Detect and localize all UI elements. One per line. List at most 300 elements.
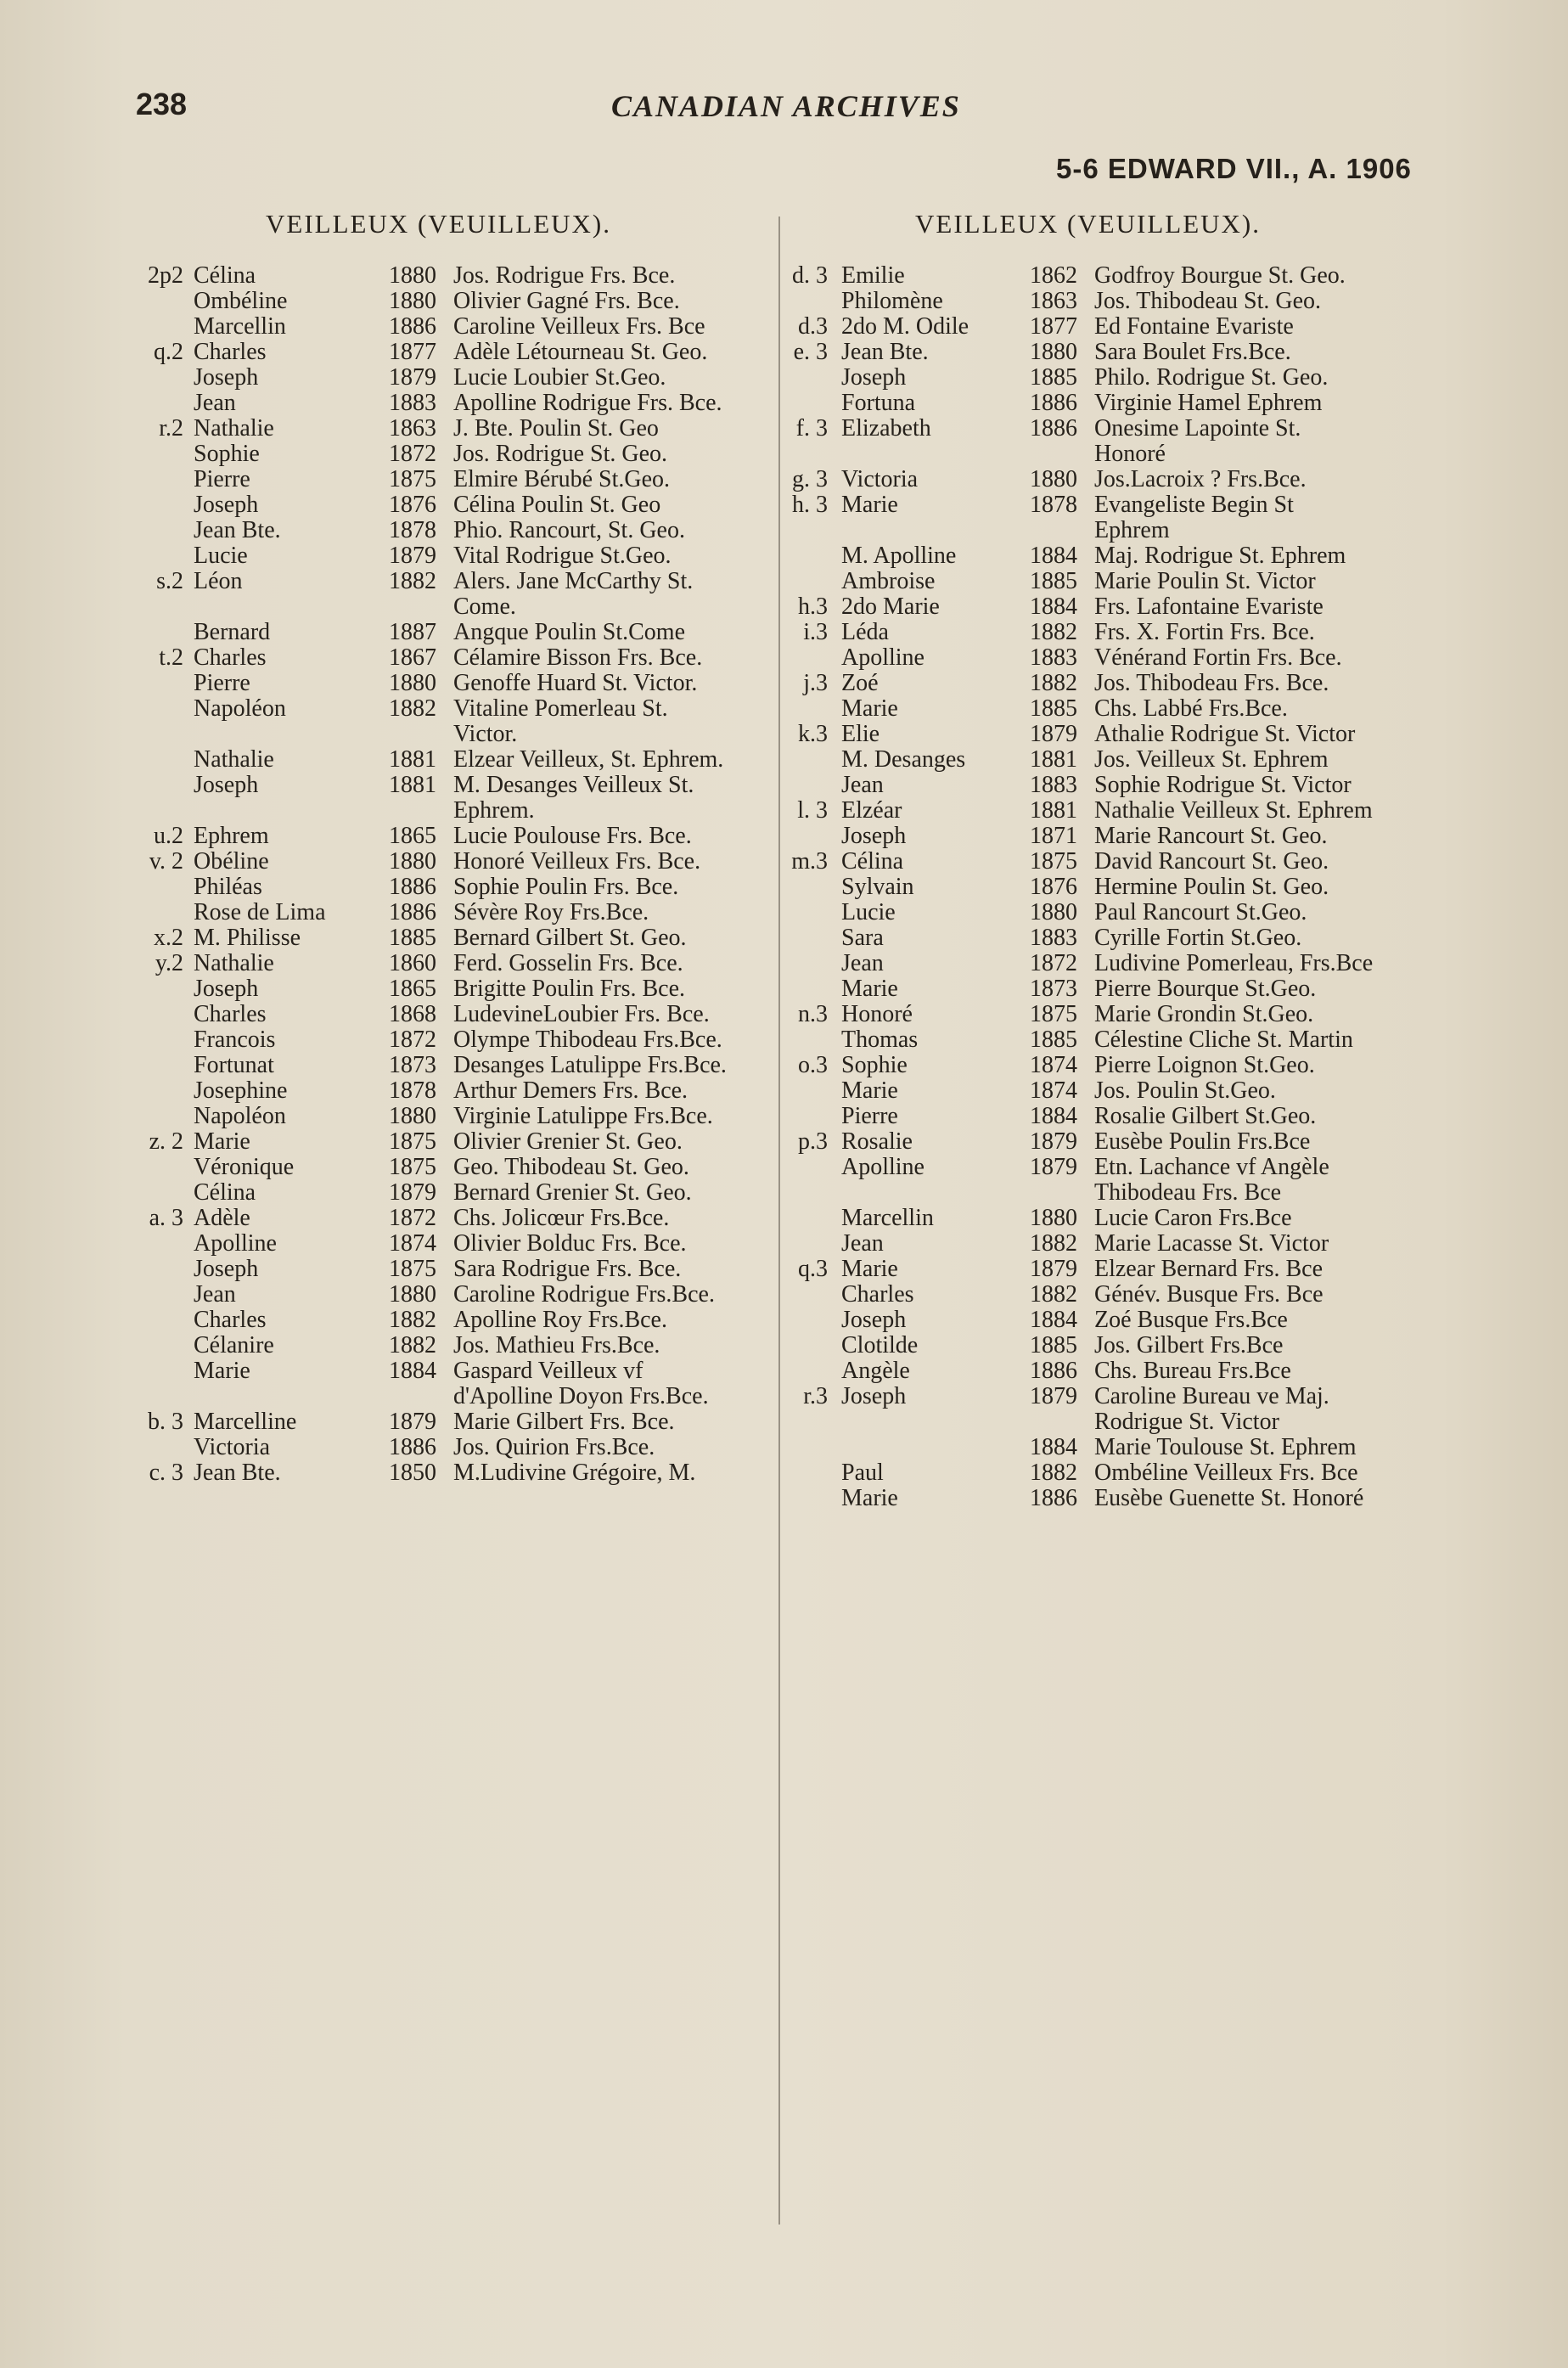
entry-row: [785, 849, 1380, 875]
entry-year: 1886: [1030, 1358, 1077, 1384]
entry-spouse: Marie Gilbert Frs. Bce.: [453, 1409, 675, 1435]
entry-tag: d. 3: [792, 262, 828, 289]
entry-tag: [119, 1231, 187, 1257]
entry-spouse: Alers. Jane McCarthy St. Come.: [453, 568, 694, 620]
entry-year: 1875: [1030, 1001, 1077, 1027]
entry-spouse: Lucie Caron Frs.Bce: [1094, 1205, 1292, 1231]
entry-row: [785, 340, 1380, 365]
entry-tag: [785, 773, 831, 798]
entry-tag: [785, 951, 831, 976]
entry-name: Célina: [841, 848, 904, 875]
entry-name: M. Apolline: [841, 543, 957, 569]
entry-year: 1886: [389, 874, 436, 900]
entry-spouse: Vitaline Pomerleau St. Victor.: [453, 695, 668, 747]
entry-name: Angèle: [841, 1358, 910, 1384]
entry-name: Nathalie: [194, 746, 274, 773]
entry-year: 1879: [389, 1409, 436, 1435]
entry-tag: [119, 365, 187, 391]
entry-spouse: Evangeliste Begin St Ephrem: [1094, 492, 1294, 543]
entry-spouse: Maj. Rodrigue St. Ephrem: [1094, 543, 1346, 569]
entry-name: Sophie: [841, 1052, 908, 1078]
entry-name: Napoléon: [194, 1103, 286, 1129]
entry-row: [119, 391, 734, 416]
entry-row: [785, 1002, 1380, 1027]
entry-year: 1885: [389, 925, 436, 951]
entry-spouse: Sophie Rodrigue St. Victor: [1094, 772, 1352, 798]
entry-name: Célanire: [194, 1332, 274, 1358]
entry-row: [785, 467, 1380, 492]
entry-tag: [119, 1078, 187, 1104]
entry-name: Elie: [841, 721, 880, 747]
entry-year: 1882: [389, 568, 436, 594]
entry-year: 1860: [389, 950, 436, 976]
entry-spouse: Lucie Poulouse Frs. Bce.: [453, 823, 692, 849]
entry-tag: [785, 900, 831, 925]
entry-row: [119, 1206, 734, 1231]
entry-year: 1880: [389, 1281, 436, 1308]
entry-tag: s.2: [156, 568, 183, 594]
entry-tag: f. 3: [795, 415, 828, 442]
entry-name: Léon: [194, 568, 243, 594]
entry-name: Célina: [194, 262, 256, 289]
entry-spouse: Brigitte Poulin Frs. Bce.: [453, 976, 685, 1002]
entry-row: [119, 1027, 734, 1053]
entry-name: Fortunat: [194, 1052, 274, 1078]
entry-tag: r.3: [803, 1383, 828, 1409]
entry-year: 1865: [389, 976, 436, 1002]
entry-name: Marie: [194, 1358, 250, 1384]
entry-spouse: Sara Boulet Frs.Bce.: [1094, 339, 1291, 365]
entry-row: [119, 1104, 734, 1129]
entry-year: 1882: [1030, 1281, 1077, 1308]
entry-spouse: Ludivine Pomerleau, Frs.Bce: [1094, 950, 1374, 976]
entry-year: 1850: [389, 1460, 436, 1486]
entry-year: 1887: [389, 619, 436, 645]
entry-year: 1877: [1030, 313, 1077, 340]
entry-name: Charles: [841, 1281, 914, 1308]
entry-row: [785, 875, 1380, 900]
entry-year: 1880: [389, 1103, 436, 1129]
entry-name: Nathalie: [194, 950, 274, 976]
entry-year: 1886: [1030, 415, 1077, 442]
entry-year: 1879: [389, 1179, 436, 1206]
entry-row: [119, 671, 734, 696]
entry-row: [119, 900, 734, 925]
entry-spouse: Honoré Veilleux Frs. Bce.: [453, 848, 701, 875]
entry-row: [119, 773, 734, 824]
right-column-entries: [785, 263, 1380, 1511]
entry-name: Charles: [194, 1307, 267, 1333]
entry-spouse: Jos. Thibodeau St. Geo.: [1094, 288, 1322, 314]
entry-spouse: Olivier Gagné Frs. Bce.: [453, 288, 680, 314]
entry-spouse: Virginie Hamel Ephrem: [1094, 390, 1323, 416]
entry-name: Apolline: [194, 1230, 277, 1257]
entry-spouse: Sara Rodrigue Frs. Bce.: [453, 1256, 682, 1282]
entry-name: Elzéar: [841, 797, 902, 824]
entry-spouse: Caroline Veilleux Frs. Bce: [453, 313, 705, 340]
entry-spouse: Jos. Quirion Frs.Bce.: [453, 1434, 655, 1460]
entry-tag: [119, 900, 187, 925]
entry-row: [119, 263, 734, 289]
entry-spouse: Chs. Jolicœur Frs.Bce.: [453, 1205, 670, 1231]
entry-year: 1886: [1030, 390, 1077, 416]
entry-row: [119, 314, 734, 340]
entry-tag: [785, 1308, 831, 1333]
entry-name: Joseph: [841, 1307, 907, 1333]
entry-year: 1886: [389, 899, 436, 925]
entry-name: Marie: [841, 695, 898, 722]
entry-tag: [119, 1308, 187, 1333]
entry-spouse: Chs. Bureau Frs.Bce: [1094, 1358, 1291, 1384]
entry-spouse: Lucie Loubier St.Geo.: [453, 364, 666, 391]
entry-spouse: M. Desanges Veilleux St. Ephrem.: [453, 772, 694, 824]
entry-name: Ambroise: [841, 568, 936, 594]
entry-row: [785, 773, 1380, 798]
entry-spouse: Cyrille Fortin St.Geo.: [1094, 925, 1302, 951]
entry-name: Victoria: [841, 466, 919, 492]
entry-row: [119, 1358, 734, 1409]
entry-year: 1884: [1030, 1307, 1077, 1333]
entry-year: 1881: [389, 746, 436, 773]
left-column-title: VEILLEUX (VEUILLEUX).: [266, 209, 611, 239]
entry-year: 1882: [1030, 619, 1077, 645]
entry-row: [119, 925, 734, 951]
entry-tag: [119, 442, 187, 467]
entry-year: 1883: [1030, 644, 1077, 671]
entry-row: [119, 442, 734, 467]
entry-year: 1884: [1030, 1103, 1077, 1129]
entry-tag: m.3: [791, 848, 828, 875]
entry-row: [785, 747, 1380, 773]
entry-spouse: Ombéline Veilleux Frs. Bce: [1094, 1460, 1358, 1486]
entry-row: [785, 314, 1380, 340]
entry-name: Zoé: [841, 670, 879, 696]
entry-tag: e. 3: [793, 339, 828, 365]
entry-year: 1875: [389, 1128, 436, 1155]
entry-tag: [119, 1180, 187, 1206]
entry-tag: [785, 1155, 831, 1206]
entry-name: Véronique: [194, 1154, 295, 1180]
entry-tag: [785, 645, 831, 671]
entry-spouse: Zoé Busque Frs.Bce: [1094, 1307, 1288, 1333]
entry-year: 1875: [389, 466, 436, 492]
entry-name: Jean Bte.: [841, 339, 929, 365]
entry-tag: q.3: [798, 1256, 828, 1282]
entry-year: 1880: [389, 262, 436, 289]
entry-spouse: Olympe Thibodeau Frs.Bce.: [453, 1027, 722, 1053]
entry-name: Lucie: [194, 543, 248, 569]
entry-name: Apolline: [841, 644, 925, 671]
entry-row: [119, 1308, 734, 1333]
entry-tag: o.3: [798, 1052, 828, 1078]
entry-name: Emilie: [841, 262, 905, 289]
entry-row: [119, 416, 734, 442]
entry-tag: [785, 976, 831, 1002]
entry-row: [785, 263, 1380, 289]
entry-row: [119, 696, 734, 747]
entry-tag: b. 3: [148, 1409, 183, 1435]
entry-tag: [785, 365, 831, 391]
entry-tag: [785, 747, 831, 773]
entry-row: [785, 1435, 1380, 1460]
entry-spouse: David Rancourt St. Geo.: [1094, 848, 1329, 875]
entry-name: M. Desanges: [841, 746, 966, 773]
entry-year: 1882: [389, 695, 436, 722]
entry-year: 1878: [1030, 492, 1077, 518]
entry-year: 1876: [389, 492, 436, 518]
entry-row: [119, 1078, 734, 1104]
entry-row: [785, 1384, 1380, 1435]
entry-name: Joseph: [841, 823, 907, 849]
entry-year: 1882: [389, 1332, 436, 1358]
entry-year: 1880: [1030, 466, 1077, 492]
entry-spouse: Athalie Rodrigue St. Victor: [1094, 721, 1356, 747]
entry-row: [785, 569, 1380, 594]
entry-row: [785, 391, 1380, 416]
entry-spouse: Jos. Mathieu Frs.Bce.: [453, 1332, 660, 1358]
entry-tag: v. 2: [149, 848, 183, 875]
entry-row: [785, 1155, 1380, 1206]
entry-year: 1862: [1030, 262, 1077, 289]
entry-tag: [119, 696, 187, 747]
entry-name: Jean Bte.: [194, 1460, 281, 1486]
entry-row: [785, 1027, 1380, 1053]
entry-year: 1880: [1030, 339, 1077, 365]
entry-name: Jean Bte.: [194, 517, 281, 543]
entry-year: 1874: [389, 1230, 436, 1257]
entry-name: Victoria: [194, 1434, 271, 1460]
entry-name: Joseph: [841, 1383, 907, 1409]
entry-spouse: Philo. Rodrigue St. Geo.: [1094, 364, 1329, 391]
entry-row: [785, 1257, 1380, 1282]
entry-spouse: Jos. Veilleux St. Ephrem: [1094, 746, 1329, 773]
entry-row: [785, 1053, 1380, 1078]
entry-tag: [785, 543, 831, 569]
entry-year: 1886: [389, 1434, 436, 1460]
entry-name: M. Philisse: [194, 925, 301, 951]
entry-spouse: Elzear Veilleux, St. Ephrem.: [453, 746, 724, 773]
entry-row: [119, 492, 734, 518]
entry-tag: r.2: [159, 415, 183, 442]
entry-tag: [785, 1078, 831, 1104]
entry-year: 1879: [1030, 1128, 1077, 1155]
entry-spouse: Frs. Lafontaine Evariste: [1094, 593, 1324, 620]
entry-tag: t.2: [159, 644, 183, 671]
entry-row: [119, 1180, 734, 1206]
entry-spouse: Paul Rancourt St.Geo.: [1094, 899, 1307, 925]
entry-name: Rose de Lima: [194, 899, 326, 925]
entry-tag: [785, 1435, 831, 1460]
entry-row: [785, 1231, 1380, 1257]
entry-tag: y.2: [155, 950, 183, 976]
entry-name: Ephrem: [194, 823, 269, 849]
right-column-title: VEILLEUX (VEUILLEUX).: [915, 209, 1261, 239]
entry-row: [119, 1333, 734, 1358]
entry-row: [119, 620, 734, 645]
entry-row: [119, 1282, 734, 1308]
entry-name: Marcellin: [841, 1205, 934, 1231]
entry-row: [785, 696, 1380, 722]
entry-tag: [119, 1282, 187, 1308]
entry-row: [785, 289, 1380, 314]
entry-name: Napoléon: [194, 695, 286, 722]
entry-tag: [119, 620, 187, 645]
entry-name: Marcellin: [194, 313, 286, 340]
entry-row: [785, 1129, 1380, 1155]
entry-row: [785, 1308, 1380, 1333]
entry-year: 1884: [1030, 593, 1077, 620]
entry-year: 1868: [389, 1001, 436, 1027]
entry-year: 1880: [389, 848, 436, 875]
column-divider: [778, 217, 780, 2225]
entry-row: [119, 340, 734, 365]
entry-year: 1873: [1030, 976, 1077, 1002]
entry-name: Ombéline: [194, 288, 288, 314]
entry-year: 1863: [389, 415, 436, 442]
entry-year: 1872: [389, 1205, 436, 1231]
entry-row: [785, 1206, 1380, 1231]
entry-spouse: Geo. Thibodeau St. Geo.: [453, 1154, 689, 1180]
entry-tag: [119, 976, 187, 1002]
entry-name: 2do M. Odile: [841, 313, 969, 340]
entry-name: Elizabeth: [841, 415, 931, 442]
entry-name: Clotilde: [841, 1332, 919, 1358]
entry-spouse: M.Ludivine Grégoire, M.: [453, 1460, 696, 1486]
entry-year: 1883: [1030, 925, 1077, 951]
entry-row: [785, 951, 1380, 976]
entry-row: [785, 492, 1380, 543]
entry-year: 1884: [1030, 543, 1077, 569]
entry-name: Sylvain: [841, 874, 914, 900]
entry-tag: [119, 747, 187, 773]
entry-row: [785, 1486, 1380, 1511]
entry-name: Marie: [841, 1077, 898, 1104]
entry-row: [119, 849, 734, 875]
entry-name: Paul: [841, 1460, 884, 1486]
entry-year: 1877: [389, 339, 436, 365]
entry-year: 1876: [1030, 874, 1077, 900]
entry-spouse: Génév. Busque Frs. Bce: [1094, 1281, 1324, 1308]
entry-name: Sara: [841, 925, 884, 951]
entry-row: [119, 824, 734, 849]
entry-name: Jean: [841, 1230, 884, 1257]
entry-tag: [785, 1486, 831, 1511]
entry-year: 1880: [1030, 1205, 1077, 1231]
entry-tag: p.3: [798, 1128, 828, 1155]
entry-year: 1886: [389, 313, 436, 340]
entry-spouse: Caroline Rodrigue Frs.Bce.: [453, 1281, 715, 1308]
entry-spouse: Eusèbe Guenette St. Honoré: [1094, 1485, 1364, 1511]
entry-year: 1882: [1030, 670, 1077, 696]
entry-year: 1873: [389, 1052, 436, 1078]
entry-row: [119, 365, 734, 391]
entry-year: 1872: [1030, 950, 1077, 976]
entry-year: 1875: [389, 1256, 436, 1282]
entry-row: [785, 543, 1380, 569]
entry-spouse: Gaspard Veilleux vf d'Apolline Doyon Frs.Bce.: [453, 1358, 709, 1409]
entry-row: [119, 467, 734, 492]
entry-tag: [119, 1358, 187, 1409]
entry-tag: [119, 875, 187, 900]
entry-spouse: Onesime Lapointe St. Honoré: [1094, 415, 1301, 467]
entry-tag: 2p2: [148, 262, 183, 289]
entry-tag: q.2: [154, 339, 183, 365]
entry-tag: [119, 1333, 187, 1358]
entry-tag: [785, 1460, 831, 1486]
entry-row: [119, 1460, 734, 1486]
entry-year: 1880: [1030, 899, 1077, 925]
entry-tag: [119, 314, 187, 340]
entry-tag: g. 3: [792, 466, 828, 492]
entry-spouse: Célina Poulin St. Geo: [453, 492, 661, 518]
entry-year: 1878: [389, 517, 436, 543]
entry-spouse: Hermine Poulin St. Geo.: [1094, 874, 1329, 900]
entry-name: Rosalie: [841, 1128, 913, 1155]
entry-spouse: Marie Poulin St. Victor: [1094, 568, 1316, 594]
entry-tag: [119, 467, 187, 492]
entry-tag: [119, 1053, 187, 1078]
entry-spouse: Frs. X. Fortin Frs. Bce.: [1094, 619, 1315, 645]
entry-year: 1881: [1030, 746, 1077, 773]
entry-year: 1881: [1030, 797, 1077, 824]
entry-spouse: Pierre Loignon St.Geo.: [1094, 1052, 1315, 1078]
entry-year: 1875: [1030, 848, 1077, 875]
entry-row: [785, 645, 1380, 671]
entry-name: Bernard: [194, 619, 271, 645]
entry-spouse: Marie Grondin St.Geo.: [1094, 1001, 1314, 1027]
entry-spouse: Vital Rodrigue St.Geo.: [453, 543, 672, 569]
entry-name: Philomène: [841, 288, 943, 314]
entry-row: [785, 824, 1380, 849]
entry-tag: j.3: [803, 670, 828, 696]
entry-year: 1882: [1030, 1460, 1077, 1486]
entry-tag: [785, 289, 831, 314]
entry-tag: [119, 1002, 187, 1027]
entry-tag: c. 3: [149, 1460, 183, 1486]
entry-row: [785, 1078, 1380, 1104]
entry-spouse: Jos. Poulin St.Geo.: [1094, 1077, 1276, 1104]
entry-tag: z. 2: [149, 1128, 183, 1155]
entry-name: Joseph: [194, 364, 259, 391]
entry-tag: [119, 518, 187, 543]
entry-year: 1863: [1030, 288, 1077, 314]
entry-row: [785, 976, 1380, 1002]
entry-tag: k.3: [798, 721, 828, 747]
entry-spouse: Chs. Labbé Frs.Bce.: [1094, 695, 1288, 722]
entry-row: [119, 976, 734, 1002]
entry-spouse: Genoffe Huard St. Victor.: [453, 670, 698, 696]
entry-year: 1871: [1030, 823, 1077, 849]
entry-row: [785, 620, 1380, 645]
entry-row: [119, 1435, 734, 1460]
entry-year: 1879: [1030, 721, 1077, 747]
entry-spouse: Jos. Gilbert Frs.Bce: [1094, 1332, 1284, 1358]
entry-name: Joseph: [194, 492, 259, 518]
entry-row: [785, 1104, 1380, 1129]
entry-year: 1885: [1030, 364, 1077, 391]
entry-name: Marie: [841, 492, 898, 518]
entry-tag: l. 3: [797, 797, 828, 824]
edition-label: 5-6 EDWARD VII., A. 1906: [1056, 153, 1412, 184]
entry-row: [785, 900, 1380, 925]
entry-tag: u.2: [154, 823, 183, 849]
entry-name: Adèle: [194, 1205, 250, 1231]
entry-tag: [785, 391, 831, 416]
entry-spouse: Phio. Rancourt, St. Geo.: [453, 517, 685, 543]
entry-name: Pierre: [841, 1103, 898, 1129]
entry-spouse: Desanges Latulippe Frs.Bce.: [453, 1052, 727, 1078]
entry-name: Marie: [841, 1485, 898, 1511]
